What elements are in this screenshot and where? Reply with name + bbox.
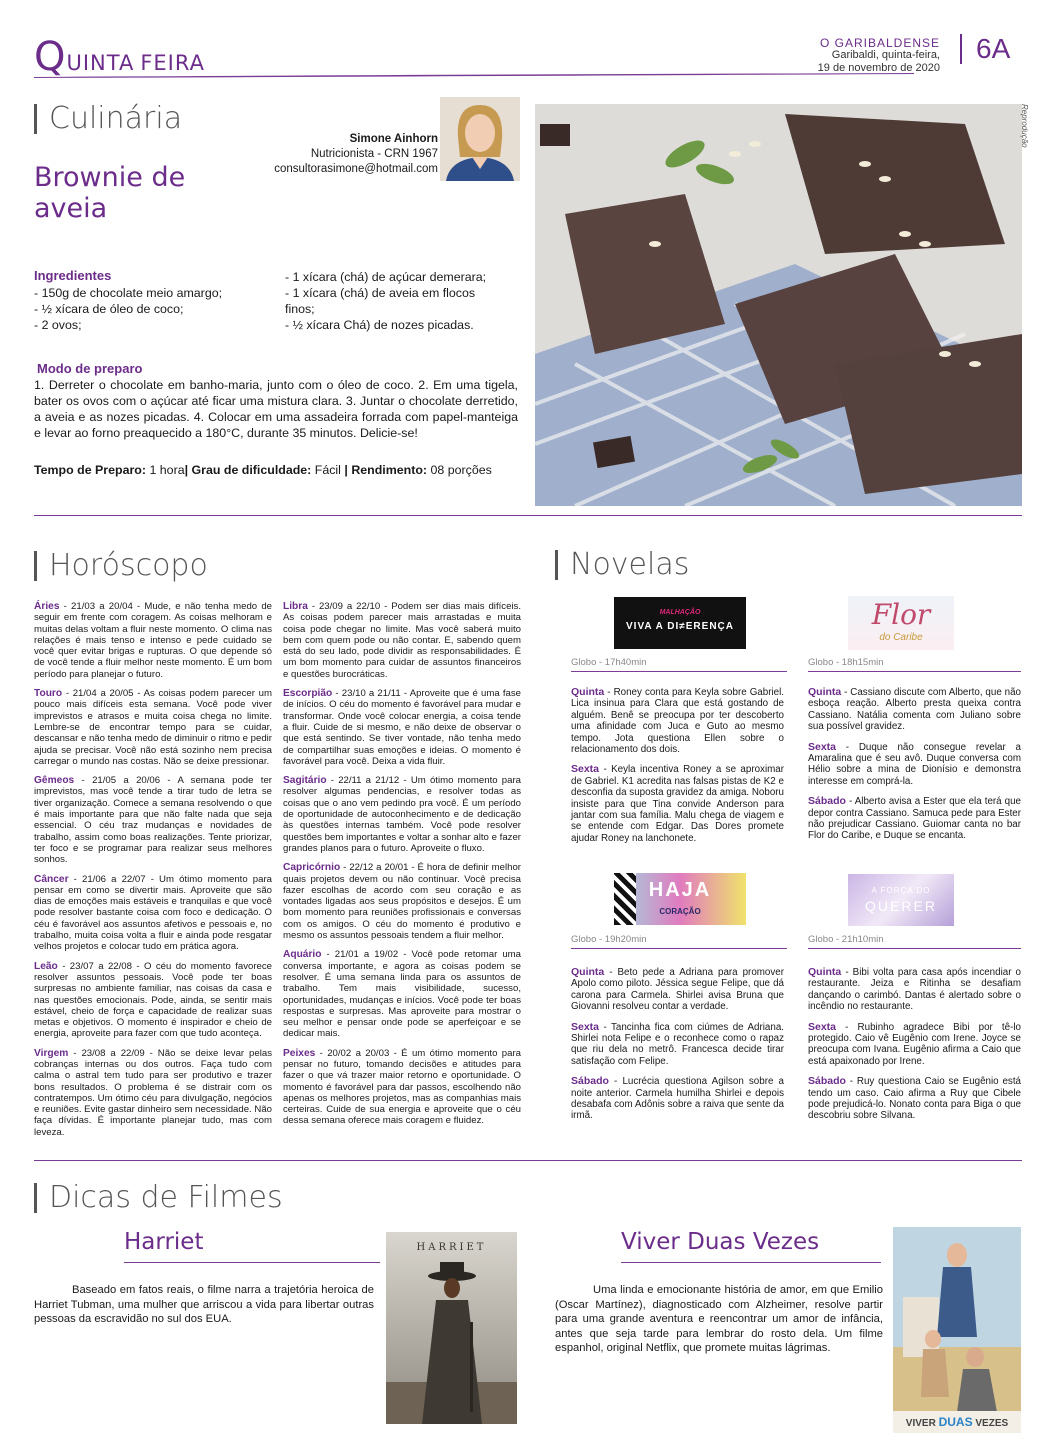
timeslot-rule [571, 671, 787, 672]
horoscope-entry: Peixes - 20/02 a 20/03 - É um ótimo momento para pensar no futuro, tomando decisões e atitudes para fazer o que vá trazer maior retorno e oportunidade. O momento é favorável para dar passos, escolhendo não apenas os melhores projetos, mas as companhias mais certeiras. Cuide de sua energia e aproveite que o céu dessa semana oferece mais coragem e fluidez. [283, 1047, 521, 1127]
section-divider [34, 515, 1022, 516]
ingredient-item: - ½ xícara Chá) de nozes picadas. [285, 318, 474, 332]
logo-haja-coracao: HAJA CORAÇÃO [614, 873, 746, 925]
horoscope-entry: Aquário - 21/01 a 19/02 - Você pode retomar uma conversa importante, e agora as coisas podem se resolver. É uma semana linda para os assuntos de trabalho. Tem mais visibilidade, sucesso, oportunidades, mudanças e inícios. Você pode ter boas respostas e surpresas. Mas aproveite para mostrar o seu melhor e pensar onde pode se aperfeiçoar e se dedicar mais. [283, 949, 521, 1040]
poster-viver-duas-vezes [893, 1227, 1021, 1433]
section-title-filmes: Dicas de Filmes [34, 1183, 283, 1213]
film-title-rule [124, 1262, 380, 1263]
film-text-harriet: Baseado em fatos reais, o filme narra a trajetória heroica de Harriet Tubman, uma mulher que arriscou a vida para libertar outras pessoas da escravidão no sul dos EUA. [34, 1284, 374, 1326]
brownie-photo [535, 104, 1022, 506]
horoscope-column-left [34, 601, 272, 1146]
film-title-viver-duas-vezes: Viver Duas Vezes [621, 1229, 820, 1255]
film-text-viver-duas-vezes: Uma linda e emocionante história de amor, em que Emilio (Oscar Martínez), diagnosticado com Alzheimer, resolve partir para uma grande aventura e reencontrar um amor de infância, antes que seja tarde para lembrar do rosto dela. Um filme espanhol, original Netflix, que promete muitas lágrimas. [555, 1284, 883, 1355]
horoscope-entry: Gêmeos - 21/05 a 20/06 - A semana pode ter imprevistos, mas você tende a tirar tudo de letra se tiver organização. Comece a semana resolvendo o que é mais importante para que não falte nada que seja essencial. O céu traz mudanças e novidades de trabalho, assim como boas realizações. Tente priorizar, ter foco e se programar para realizar seus melhores sonhos. [34, 775, 272, 866]
prep-time: 1 hora [149, 463, 185, 477]
horoscope-entry: Capricórnio - 22/12 a 20/01 - É hora de definir melhor quais projetos devem ou não continuar. Você precisa fazer escolhas de acordo com seu coração e as vontades ligadas aos seus propósitos e desejos. É um bom momento para reuniões profissionais e conversas com os amigos. O céu do momento é produtivo e mesmo os assuntos pessoais tendem a fluir melhor. [283, 862, 521, 942]
film-title-rule [621, 1262, 881, 1263]
novela-day-entry: Sábado - Alberto avisa a Ester que ela terá que depor contra Cassiano. Samuca pede para Ester não prejudicar Cassiano. Guiomar canta no bar Flor do Caribe, e Duque se encanta. [808, 795, 1021, 842]
poster-title-viver-duas-vezes: VIVER DUAS VEZES [905, 1415, 1009, 1429]
ingredients-heading: Ingredientes [34, 268, 112, 283]
recipe-title-line-1: Brownie de [34, 162, 186, 193]
horoscope-entry: Touro - 21/04 a 20/05 - As coisas podem parecer um pouco mais difíceis esta semana. Você pode viver imprevistos e atrasos e muita coisa chega no limite. Lembre-se de encontrar tempo para se cuidar, descansar e não tenha medo de diminuir o ritmo e pedir ajuda se precisar. Você não está sozinho nem precisa carregar o mundo nas costas. Não se deixe pressionar. [34, 688, 272, 767]
ingredient-item: - 2 ovos; [34, 318, 82, 332]
yield-label: Rendimento: [351, 463, 428, 477]
poster-harriet [386, 1232, 517, 1424]
prep-text: 1. Derreter o chocolate em banho-maria, junto com o óleo de coco. 2. Em uma tigela, bater os ovos com o açúcar até ficar uma mistura clara. 3. Juntar o chocolate derretido, a aveia e as nozes picadas. 4. Colocar em uma assadeira forrada com papel-manteiga e levar ao forno preaquecido a 180°C, durante 35 minutos. Delicie-se! [34, 378, 518, 440]
ingredients-list-left [34, 285, 284, 333]
novela-day-entry: Sábado - Ruy questiona Caio se Eugênio está tendo um caso. Caio afirma a Ruy que Cibele pode prejudicá-lo. Nonato conta para Biga o que descobriu sobre Silvana. [808, 1075, 1021, 1122]
section-divider [34, 1160, 1022, 1161]
novela-day-entry: Quinta - Cassiano discute com Alberto, que não esboça reação. Alberto presta queixa contra Cassiano. Natália comenta com Juliano sobre sua possível gravidez. [808, 686, 1021, 733]
author-info [252, 132, 438, 177]
novela-day-entry: Sexta - Keyla incentiva Roney a se aproximar de Gabriel. K1 acredita nas falsas pistas de K2 e desconfia da suposta gravidez da amiga. Noboru insiste para que Tina convide Anderson para jantar com sua família. Malu chega de viagem e se entende com Edgar. Das Dores promete ajudar Roney na lanchonete. [571, 763, 784, 844]
paper-name: O GARIBALDENSE [819, 36, 940, 50]
section-title-horoscopo: Horóscopo [34, 551, 208, 581]
timeslot-rule [808, 671, 1021, 672]
timeslot-rule [571, 948, 787, 949]
paper-date [740, 49, 940, 75]
author-role: Nutricionista - CRN 1967 [310, 148, 438, 160]
novela-synopsis-a-forca-do-querer [808, 967, 1021, 1131]
brand-word-2: FEIRA [140, 51, 205, 75]
brand-word: UINTA [66, 51, 135, 75]
timeslot-label: Globo - 19h20min [571, 934, 647, 945]
logo-flor-do-caribe: Flor do Caribe [848, 596, 954, 650]
prep-time-label: Tempo de Preparo: [34, 463, 146, 477]
novela-day-entry: Sexta - Duque não consegue revelar a Amaralina que é seu avô. Duque conversa com Hélio sobre a mina de Dionísio e demonstra interesse em comprá-la. [808, 740, 1021, 787]
poster-title-harriet: HARRIET [416, 1242, 487, 1253]
horoscope-entry: Áries - 21/03 a 20/04 - Mude, e não tenha medo de seguir em frente com coragem. As coisas melhoram e muitas delas voltam a fluir neste momento. O clima nas relações é mais tenso e intenso e pede cuidado se você quer evitar brigas e rupturas. O que depende só de você tende a fluir melhor neste momento. É um bom período para planejar o futuro. [34, 601, 272, 680]
ingredients-list-right [285, 269, 525, 333]
author-name: Simone Ainhorn [349, 133, 438, 145]
section-title-culinaria: Culinária [34, 104, 182, 134]
date-line-2: 19 de novembro de 2020 [817, 62, 940, 74]
novela-day-entry: Quinta - Beto pede a Adriana para promover Apolo como piloto. Jéssica segue Felipe, que dá carona para Carmela. Shirlei avisa Bruna que Giovanni resolveu contar a verdade. [571, 966, 784, 1013]
horoscope-entry: Sagitário - 22/11 a 21/12 - Um ótimo momento para resolver algumas pendencias, e resolver todas as coisas que o ano vem pedindo pra você. É um período de oportunidade de autoconhecimento e de dedicação às questões internas também. Você pode resolver questões bem importantes e voltar a sonhar alto e fazer grandes planos para o futuro. Aproveite o fluxo. [283, 775, 521, 854]
ingredient-item: - 150g de chocolate meio amargo; [34, 286, 223, 300]
horoscope-entry: Virgem - 23/08 a 22/09 - Não se deixe levar pelas cobranças internas ou dos outros. Faça tudo com calma o astral tem tudo para ser produtivo e trazer bons resultados. O problema é se distrair com os contratempos. Um ótimo céu para divulgação, negócios e reuniões. Evite gastar dinheiro sem necessidade. Não faça dívidas. É importante planejar tudo, mas com leveza. [34, 1047, 272, 1138]
timeslot-label: Globo - 17h40min [571, 657, 647, 668]
novela-synopsis-flor-do-caribe [808, 687, 1021, 851]
horoscope-column-right [283, 601, 521, 1135]
ingredient-item: - ½ xícara de óleo de coco; [34, 302, 184, 316]
novela-synopsis-malhacao [571, 687, 784, 853]
novela-synopsis-haja-coracao [571, 967, 784, 1131]
logo-malhacao: MALHAÇÃO VIVA A DI≠ERENÇA [614, 597, 746, 649]
novela-day-entry: Sexta - Tancinha fica com ciúmes de Adriana. Shirlei nota Felipe e o reconhece como o rapaz que riu dela no metrô. Francesca decide tirar satisfação com Felipe. [571, 1020, 784, 1067]
brand-initial: Q [34, 34, 67, 80]
difficulty-label: Grau de dificuldade: [191, 463, 312, 477]
date-line-1: Garibaldi, quinta-feira, [831, 49, 940, 61]
timeslot-rule [808, 948, 1021, 949]
author-photo [440, 97, 520, 181]
novela-day-entry: Quinta - Bibi volta para casa após incendiar o restaurante. Jeiza e Ritinha se desafiam dançando o carimbó. Dantas é alertado sobre o incêndio no restaurante. [808, 966, 1021, 1013]
yield: 08 porções [430, 463, 492, 477]
film-title-harriet: Harriet [124, 1229, 204, 1255]
difficulty: Fácil [314, 463, 341, 477]
recipe-title-line-2: aveia [34, 193, 108, 224]
prep-heading: Modo de preparo [37, 361, 143, 376]
ingredient-item: finos; [285, 302, 315, 316]
page-number: 6A [960, 34, 1010, 64]
section-title-novelas: Novelas [555, 550, 689, 580]
recipe-summary: Tempo de Preparo: 1 hora| Grau de dificuldade: Fácil | Rendimento: 08 porções [34, 463, 492, 477]
novela-day-entry: Sábado - Lucrécia questiona Agilson sobre a noite anterior. Carmela humilha Shirlei e depois desabafa com Adônis sobre a raiva que sente da irmã. [571, 1075, 784, 1122]
ingredient-item: - 1 xícara (chá) de aveia em flocos [285, 286, 476, 300]
horoscope-entry: Leão - 23/07 a 22/08 - O céu do momento favorece resolver assuntos pessoais. Você pode ter boas surpresas no ambiente familiar, nas coisas da casa e nas questões emocionais. Pode, ainda, se sentir mais estável, cheio de força e capacidade de realizar suas metas e objetivos. O momento é inspirador e cheio de energia, aproveite para fazer com que tudo aconteça. [34, 960, 272, 1040]
timeslot-label: Globo - 18h15min [808, 657, 884, 668]
logo-a-forca-do-querer: A FORÇA DO QUERER [848, 874, 954, 926]
horoscope-entry: Escorpião - 23/10 a 21/11 - Aproveite que é uma fase de inícios. O céu do momento é favorável para mudar e transformar. Onde você colocar energia, a coisa tende a fluir. Cuide de si mesmo, e não deixe de observar o que está sentindo. Se tiver vontade, não tenha medo de compartilhar suas emoções e ideias. O momento é favorável para você. Deixa a vida fluir. [283, 688, 521, 767]
horoscope-entry: Libra - 23/09 a 22/10 - Podem ser dias mais difíceis. As coisas podem parecer mais arrastadas e muita coisa pode chegar no limite. Mas você saberá muito bem com quem pode ou não contar. E, sabendo quem está do seu lado, pode dividir as responsabilidades. É um bom momento para cuidar de assuntos financeiros e questões burocráticas. [283, 601, 521, 680]
author-email: consultorasimone@hotmail.com [274, 163, 438, 175]
recipe-title [34, 162, 185, 224]
horoscope-entry: Câncer - 21/06 a 22/07 - Um ótimo momento para pensar em como se divertir mais. Aproveite que são dias de emoções mais estáveis e tranquilas e que você pode resolver bastante coisa com foco e dedicação. O céu é favorável aos assuntos afetivos e pessoais e, no trabalho, muita coisa volta a fluir e ainda pode resgatar velhos projetos e colocar tudo em prática agora. [34, 873, 272, 953]
novela-day-entry: Sexta - Rubinho agradece Bibi por tê-lo protegido. Caio vê Eugênio com Irene. Joyce se preocupa com Ivana. Eugênio afirma a Caio que está apaixonado por Irene. [808, 1020, 1021, 1067]
photo-credit: Reprodução [1020, 104, 1029, 148]
ingredient-item: - 1 xícara (chá) de açúcar demerara; [285, 270, 487, 284]
novela-day-entry: Quinta - Roney conta para Keyla sobre Gabriel. Lica insinua para Clara que está gostando de alguém. Benê se preocupa por ter descoberto uma afinidade com Juca e Guto ao mesmo tempo. Jota questiona Ellen sobre o relacionamento dos dois. [571, 686, 784, 756]
timeslot-label: Globo - 21h10min [808, 934, 884, 945]
